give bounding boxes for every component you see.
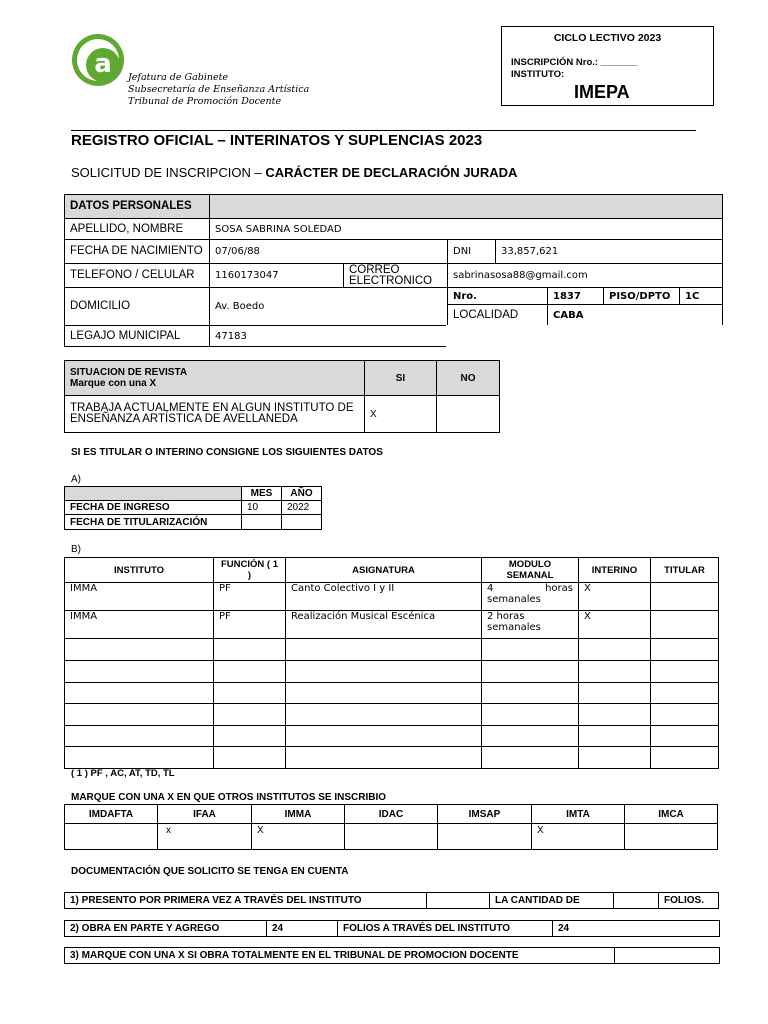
mark-imta[interactable]: X — [532, 824, 625, 850]
doc-1-cantidad-label: LA CANTIDAD DE — [490, 893, 614, 909]
otros-heading: MARQUE CON UNA X EN QUE OTROS INSTITUTOS SE INSCRIBIO — [71, 792, 387, 803]
legajo-value: 47183 — [210, 326, 448, 347]
col-imca: IMCA — [625, 805, 718, 824]
fecha-titularizacion-mes[interactable] — [242, 515, 282, 530]
mark-imma[interactable]: X — [252, 824, 345, 850]
tabla-b-label: B) — [71, 544, 81, 555]
fecha-nac-value: 07/06/88 — [210, 240, 448, 264]
table-row: IMMA PF Canto Colectivo I y II 4 horas semanales X — [65, 583, 719, 611]
table-row: IMMA PF Realización Musical Escénica 2 horas semanales X — [65, 611, 719, 639]
inscripcion-nro: INSCRIPCIÓN Nro.: _______ — [511, 57, 638, 68]
fecha-ingreso-mes[interactable]: 10 — [242, 501, 282, 515]
fecha-ingreso-label: FECHA DE INGRESO — [65, 501, 242, 515]
col-funcion: FUNCIÓN ( 1 ) — [214, 558, 286, 583]
dni-value: 33,857,621 — [496, 240, 723, 264]
localidad-label: LOCALIDAD — [448, 305, 548, 326]
col-idac: IDAC — [345, 805, 438, 824]
apellido-value: SOSA SABRINA SOLEDAD — [210, 219, 723, 240]
doc-2-instituto-label: FOLIOS A TRAVÉS DEL INSTITUTO — [338, 921, 553, 937]
tabla-b — [64, 557, 719, 769]
doc-row-1 — [64, 892, 719, 909]
doc-2-label: 2) OBRA EN PARTE Y AGREGO — [65, 921, 267, 937]
tabla-a-anio: AÑO — [282, 487, 322, 501]
correo-value: sabrinasosa88@gmail.com — [448, 264, 723, 288]
col-modulo: MODULO SEMANAL — [482, 558, 579, 583]
tabla-a — [64, 486, 322, 530]
doc-1-label: 1) PRESENTO POR PRIMERA VEZ A TRAVÉS DEL INSTITUTO — [65, 893, 427, 909]
table-row — [65, 726, 719, 747]
piso-value: 1C — [680, 288, 723, 305]
revista-no-header: NO — [437, 361, 500, 396]
datos-heading: DATOS PERSONALES — [65, 195, 210, 219]
revista-si-mark[interactable]: X — [365, 396, 437, 433]
dni-label: DNI — [448, 240, 496, 264]
legajo-label: LEGAJO MUNICIPAL — [65, 326, 210, 347]
titular-note: SI ES TITULAR O INTERINO CONSIGNE LOS SIGUIENTES DATOS — [71, 447, 383, 458]
doc-3-mark[interactable] — [615, 948, 720, 964]
col-imdafta: IMDAFTA — [65, 805, 158, 824]
col-interino: INTERINO — [579, 558, 651, 583]
col-imma: IMMA — [252, 805, 345, 824]
revista-heading: SITUACION DE REVISTA Marque con una X — [65, 361, 365, 396]
fecha-titularizacion-anio[interactable] — [282, 515, 322, 530]
instituto-label: INSTITUTO: — [511, 69, 565, 80]
revista-no-mark[interactable] — [437, 396, 500, 433]
doc-3-label: 3) MARQUE CON UNA X SI OBRA TOTALMENTE EN EL TRIBUNAL DE PROMOCION DOCENTE — [65, 948, 615, 964]
telefono-value: 1160173047 — [210, 264, 344, 288]
apellido-label: APELLIDO, NOMBRE — [65, 219, 210, 240]
documentacion-heading: DOCUMENTACIÓN QUE SOLICITO SE TENGA EN CUENTA — [71, 866, 349, 877]
col-instituto: INSTITUTO — [65, 558, 214, 583]
fecha-nac-label: FECHA DE NACIMIENTO — [65, 240, 210, 264]
domicilio-value: Av. Boedo — [210, 288, 448, 326]
tabla-a-mes: MES — [242, 487, 282, 501]
table-row — [65, 747, 719, 769]
mark-idac[interactable] — [345, 824, 438, 850]
org-line-1: Jefatura de Gabinete — [128, 72, 229, 83]
col-imta: IMTA — [532, 805, 625, 824]
doc-1-instituto[interactable] — [427, 893, 490, 909]
nro-value: 1837 — [548, 288, 604, 305]
page-subtitle: SOLICITUD DE INSCRIPCION – CARÁCTER DE DECLARACIÓN JURADA — [71, 165, 518, 180]
domicilio-label: DOMICILIO — [65, 288, 210, 326]
org-line-3: Tribunal de Promoción Docente — [128, 96, 282, 107]
fecha-titularizacion-label: FECHA DE TITULARIZACIÓN — [65, 515, 242, 530]
col-ifaa: IFAA — [158, 805, 252, 824]
col-imsap: IMSAP — [438, 805, 532, 824]
doc-row-3 — [64, 947, 720, 964]
doc-2-instituto[interactable]: 24 — [553, 921, 720, 937]
table-row — [65, 661, 719, 683]
correo-label: CORREO ELECTRONICO — [344, 264, 448, 288]
doc-2-folios[interactable]: 24 — [267, 921, 338, 937]
doc-1-cantidad[interactable] — [614, 893, 659, 909]
institution-logo — [72, 34, 124, 86]
revista-si-header: SI — [365, 361, 437, 396]
tabla-a-label: A) — [71, 474, 81, 485]
table-row — [65, 683, 719, 704]
otros-table — [64, 804, 718, 850]
piso-label: PISO/DPTO — [604, 288, 680, 305]
mark-imdafta[interactable] — [65, 824, 158, 850]
org-line-2: Subsecretaría de Enseñanza Artística — [128, 84, 310, 95]
mark-ifaa[interactable]: x — [158, 824, 252, 850]
page-title: REGISTRO OFICIAL – INTERINATOS Y SUPLENCIAS 2023 — [71, 132, 483, 149]
table-row — [65, 704, 719, 726]
instituto-value: IMEPA — [574, 82, 630, 102]
telefono-label: TELEFONO / CELULAR — [65, 264, 210, 288]
col-titular: TITULAR — [651, 558, 719, 583]
localidad-value: CABA — [548, 305, 723, 326]
mark-imsap[interactable] — [438, 824, 532, 850]
table-row — [65, 639, 719, 661]
nro-label: Nro. — [448, 288, 548, 305]
revista-table — [64, 360, 500, 433]
doc-1-folios: FOLIOS. — [659, 893, 719, 909]
col-asignatura: ASIGNATURA — [286, 558, 482, 583]
revista-question: TRABAJA ACTUALMENTE EN ALGUN INSTITUTO DE ENSEÑANZA ARTÍSTICA DE AVELLANEDA — [65, 396, 365, 433]
mark-imca[interactable] — [625, 824, 718, 850]
inscription-box — [501, 26, 714, 106]
funcion-footnote: ( 1 ) PF , AC, AT, TD, TL — [71, 768, 175, 779]
ciclo-lectivo: CICLO LECTIVO 2023 — [553, 32, 662, 44]
doc-row-2 — [64, 920, 720, 937]
fecha-ingreso-anio[interactable]: 2022 — [282, 501, 322, 515]
title-rule — [71, 130, 696, 131]
logo-letter-icon: a — [94, 49, 112, 79]
